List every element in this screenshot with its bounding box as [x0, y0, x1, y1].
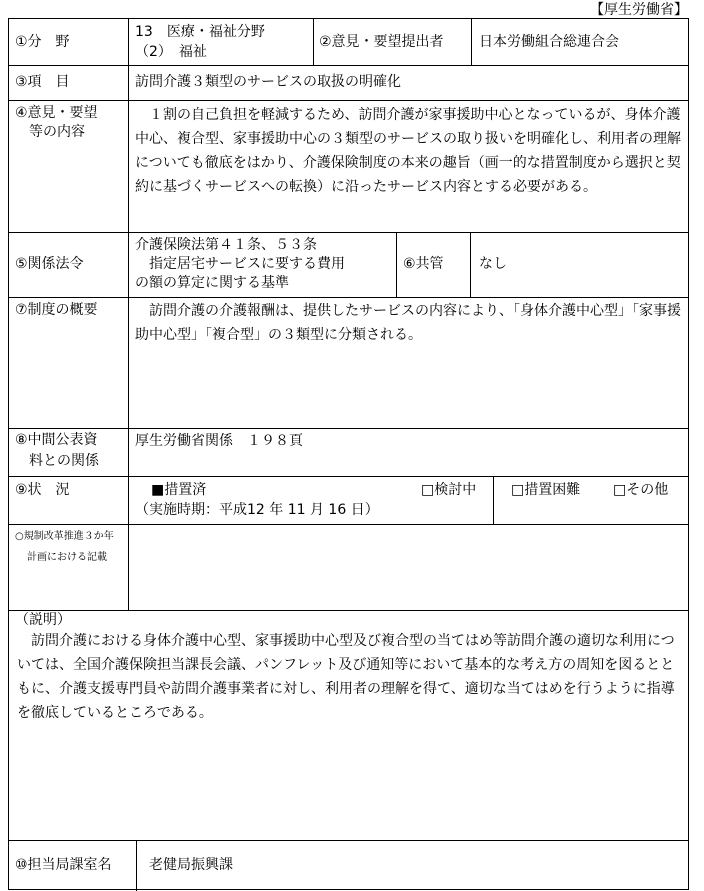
column-divider — [470, 232, 471, 297]
row-divider — [9, 610, 688, 611]
office-value: 老健局振興課 — [149, 857, 233, 873]
explanation-text: 訪問介護における身体介護中心型、家事援助中心型及び複合型の当てはめ等訪問介護の適切な利用については、全国介護保険担当課長会議、パンフレット及び通知等において基本的な考え方の周知を図るとともに、介護支援専門員や訪問介護事業者に対し、利用者の理解を得て、適切な当てはめを行うように指導を徹底しているところである。 — [17, 633, 675, 721]
overview-text: 訪問介護の介護報酬は、提供したサービスの内容により、「身体介護中心型」「家事援助中心型」「複合型」の３類型に分類される。 — [135, 303, 681, 343]
interim-label-line2: 料との関係 — [15, 453, 99, 469]
row-divider — [9, 524, 688, 525]
form-table — [8, 18, 689, 890]
law-line: 介護保険法第４１条、５３条 — [135, 237, 317, 253]
column-divider — [396, 232, 397, 297]
row-divider — [9, 232, 688, 233]
explanation-heading: （説明） — [15, 612, 71, 628]
field-category: 13 医療・福祉分野 — [135, 24, 265, 40]
request-label-line2: 等の内容 — [29, 124, 85, 140]
column-divider — [493, 476, 494, 524]
row-divider — [9, 297, 688, 298]
overview-label: ⑦制度の概要 — [15, 302, 98, 318]
column-divider — [471, 19, 472, 65]
interim-label: ⑧中間公表資 — [15, 432, 98, 448]
law-label: ⑤関係法令 — [15, 256, 84, 272]
status-difficult: □措置困難 — [511, 482, 581, 498]
field-subcategory: （2） 福祉 — [135, 44, 207, 60]
status-reviewing: □検討中 — [421, 482, 477, 498]
law-line: 指定居宅サービスに要する費用 — [135, 256, 345, 272]
office-label: ⑩担当局課室名 — [15, 857, 112, 873]
status-label: ⑨状 況 — [15, 482, 70, 498]
label-column-divider — [128, 19, 129, 610]
row-divider — [9, 100, 688, 101]
interim-value: 厚生労働省関係 １９８頁 — [135, 433, 303, 449]
row-divider — [9, 428, 688, 429]
status-done: ■措置済 — [151, 482, 207, 498]
status-other: □その他 — [613, 482, 669, 498]
submitter-label: ②意見・要望提出者 — [319, 33, 444, 50]
column-divider — [313, 19, 314, 65]
jurisdiction-label: ⑥共管 — [403, 256, 444, 272]
request-text: １割の自己負担を軽減するため、訪問介護が家事援助中心となっているが、身体介護中心、複合型、家事援助中心の３類型のサービスの取り扱いを明確化し、利用者の理解についても徹底をはかり、介護保険制度の本来の趣旨（画一的な措置制度から選択と契約に基づくサービスへの転換）に沿ったサービス内容とする必要がある。 — [135, 107, 681, 195]
plan-label: ○規制改革推進３か年 — [15, 531, 114, 542]
ministry-tag: 【厚生労働省】 — [590, 2, 688, 18]
status-date: （実施時期：平成12 年 11 月 16 日） — [135, 502, 379, 518]
field-label: ①分 野 — [15, 33, 70, 50]
submitter-value: 日本労働組合総連合会 — [479, 33, 619, 50]
label-column-divider — [136, 840, 137, 891]
request-label: ④意見・要望 — [15, 105, 98, 121]
row-divider — [9, 476, 688, 477]
item-label: ③項 目 — [15, 74, 70, 90]
plan-label-line2: 計画における記載 — [27, 552, 107, 563]
item-value: 訪問介護３類型のサービスの取扱の明確化 — [135, 74, 401, 90]
law-line: の額の算定に関する基準 — [135, 275, 289, 291]
jurisdiction-value: なし — [479, 256, 507, 272]
